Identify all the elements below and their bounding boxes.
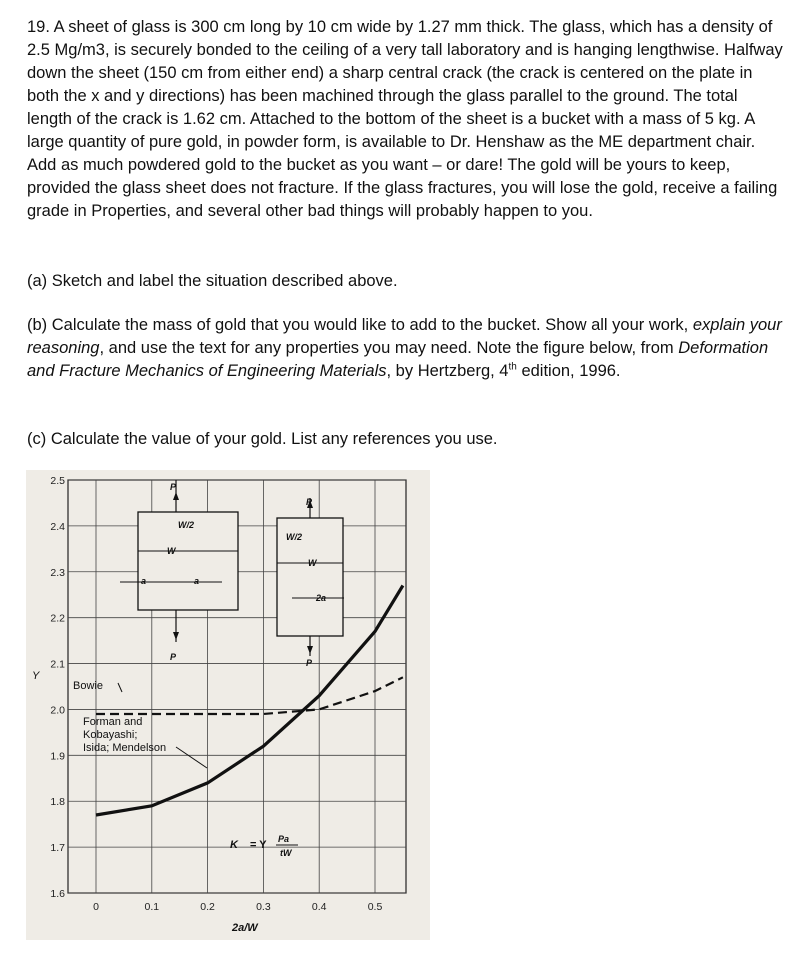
- part-b: [27, 314, 787, 383]
- x-tick-labels: [93, 901, 382, 913]
- label-bowie: Bowie: [73, 680, 103, 692]
- load-label-top: P: [170, 482, 177, 492]
- part-c-text: (c) Calculate the value of your gold. List any references you use.: [27, 430, 498, 448]
- formula-denominator: tW: [280, 848, 292, 858]
- y-tick-label: 2.4: [50, 520, 65, 533]
- formula-numerator: Pa: [278, 834, 290, 844]
- part-a: [27, 270, 787, 293]
- width-label: W: [167, 546, 176, 556]
- part-a-text: (a) Sketch and label the situation described above.: [27, 272, 398, 290]
- part-b-text-2: , and use the text for any properties you may need. Note the figure below, from: [99, 339, 674, 357]
- formula: [230, 834, 298, 858]
- half-width-label-right: W/2: [286, 532, 303, 542]
- arrow-up-icon: [173, 492, 179, 500]
- formula-eq: = Y: [250, 839, 267, 851]
- y-axis-symbol: Y: [32, 670, 40, 682]
- x-tick-label: 0.4: [311, 901, 327, 913]
- part-b-superscript: th: [508, 361, 517, 373]
- label-forman-3: Isida; Mendelson: [83, 742, 167, 754]
- x-tick-label: 0.2: [200, 901, 215, 913]
- figure-svg: [26, 470, 430, 940]
- half-width-label: W/2: [178, 520, 195, 530]
- x-tick-label: 0.1: [144, 901, 160, 913]
- load-label-bottom: P: [170, 652, 177, 662]
- forman-pointer: [176, 747, 207, 768]
- y-tick-label: 1.6: [50, 888, 65, 900]
- label-forman-1: Forman and: [83, 716, 143, 728]
- y-tick-label: 2.3: [50, 566, 65, 579]
- crack-label-left: a: [141, 576, 147, 586]
- formula-k: K: [230, 839, 238, 851]
- x-tick-label: 0: [93, 901, 99, 913]
- part-b-text-4: edition, 1996.: [521, 362, 621, 380]
- crack-label-right: a: [194, 576, 200, 586]
- problem-paragraph: 19. A sheet of glass is 300 cm long by 10 cm wide by 1.27 mm thick. The glass, which has a density of 2.5 Mg/m3, is securely bonded to the ceiling of a very tall laboratory and is hanging lengthwise. Halfway down the sheet (150 cm from either end) a sharp central crack (the crack is centered on the plate in both the x and y directions) has been machined through the glass parallel to the ground. The total length of the crack is 1.62 cm. Attached to the bottom of the sheet is a bucket with a mass of 5 kg. A large quantity of pure gold, in powder form, is available to Dr. Henshaw as the ME department chair. Add as much powdered gold to the bucket as you want – or dare! The gold will be yours to keep, provided the glass sheet does not fracture. If the glass fractures, you will lose the gold, receive a failing grade in Properties, and several other bad things will probably happen to you.: [27, 18, 783, 220]
- part-c: [27, 428, 787, 451]
- load-label-top-right: P: [306, 497, 313, 507]
- y-tick-labels: [50, 475, 65, 900]
- y-tick-label: 1.9: [50, 750, 65, 763]
- bowie-pointer: [118, 683, 122, 692]
- series-forman-line: [96, 586, 403, 816]
- curves: [96, 586, 403, 816]
- x-tick-label: 0.5: [367, 901, 383, 913]
- problem-statement: [27, 16, 787, 223]
- stress-intensity-figure: [26, 470, 430, 940]
- y-tick-label: 1.7: [50, 842, 65, 855]
- part-b-text-1: (b) Calculate the mass of gold that you would like to add to the bucket. Show all your work,: [27, 316, 689, 334]
- crack-label-2a: 2a: [316, 593, 327, 603]
- y-tick-label: 2.0: [50, 704, 65, 717]
- width-label-right: W: [308, 558, 317, 568]
- part-b-emphasis: explain your reasoning: [27, 316, 782, 357]
- label-forman-2: Kobayashi;: [83, 729, 138, 741]
- center-crack-diagram: [120, 480, 238, 662]
- y-tick-label: 2.2: [50, 612, 65, 625]
- y-tick-label: 2.1: [50, 658, 65, 671]
- y-tick-label: 2.5: [50, 475, 65, 487]
- arrow-down-icon: [307, 646, 313, 654]
- part-b-book-title: Deformation and Fracture Mechanics of Engineering Materials: [27, 339, 769, 380]
- part-b-text-3: , by Hertzberg, 4: [386, 362, 509, 380]
- y-tick-label: 1.8: [50, 796, 65, 809]
- x-axis-label: 2a/W: [232, 922, 258, 934]
- series-bowie-line: [96, 677, 403, 714]
- load-label-bottom-right: P: [306, 658, 313, 668]
- arrow-down-icon: [173, 632, 179, 640]
- edge-crack-diagram: [277, 497, 344, 668]
- x-tick-label: 0.3: [256, 901, 271, 913]
